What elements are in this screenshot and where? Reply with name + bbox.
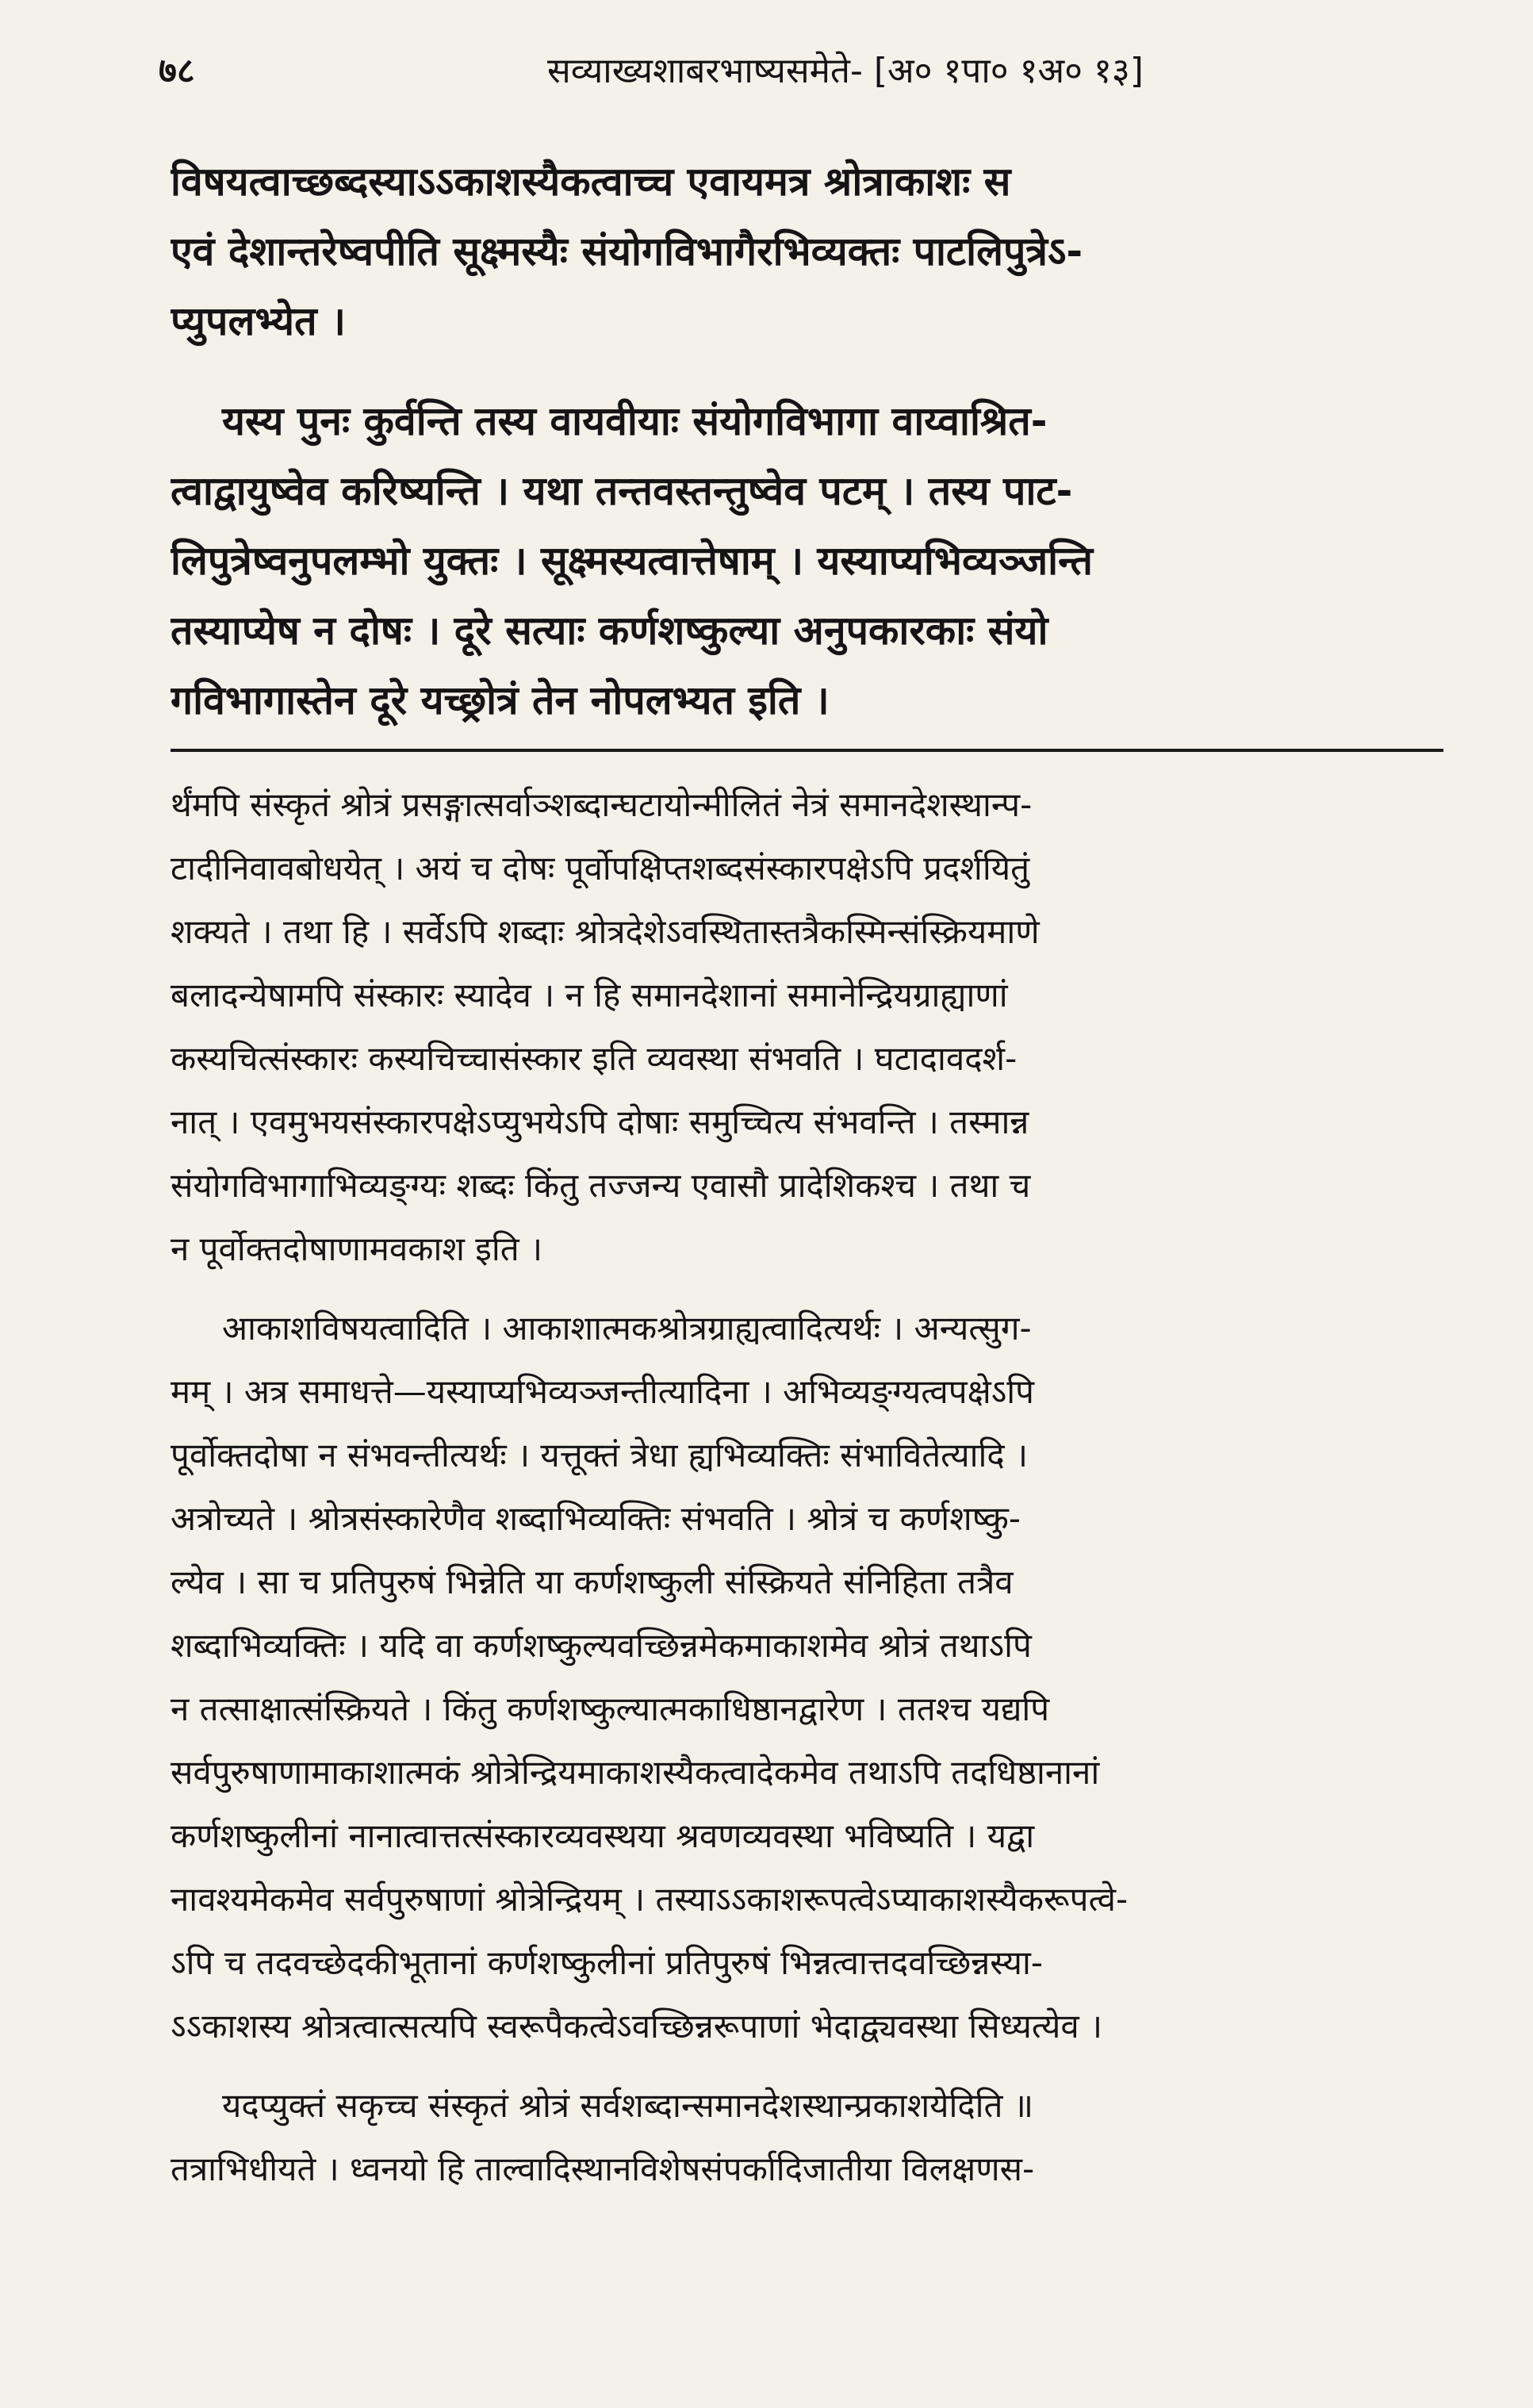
text-line: गविभागास्तेन दूरे यच्छ्रोत्रं तेन नोपलभ्यत इति । <box>171 677 830 723</box>
commentary-paragraph <box>171 2074 1447 2201</box>
text-line: लिपुत्रेष्वनुपलम्भो युक्तः । सूक्ष्मस्यत्वात्तेषाम् । यस्याप्यभिव्यञ्जन्ति <box>171 538 1094 584</box>
text-line: न पूर्वोक्तदोषाणामवकाश इति । <box>171 1229 542 1268</box>
text-line: पूर्वोक्तदोषा न संभवन्तीत्यर्थः । यत्तूक्तं त्रेधा ह्यभिव्यक्तिः संभावितेत्यादि । <box>171 1436 1028 1474</box>
page-number: ७८ <box>159 51 195 91</box>
text-line: टादीनिवावबोधयेत् । अयं च दोषः पूर्वोपक्षिप्तशब्दसंस्कारपक्षेऽपि प्रदर्शयितुं <box>171 849 1030 888</box>
text-line: तस्याप्येष न दोषः । दूरे सत्याः कर्णशष्कुल्या अनुपकारकाः संयो <box>171 608 1048 654</box>
text-line: मम् । अत्र समाधत्ते—यस्याप्यभिव्यञ्जन्तीत्यादिना । अभिव्यङ्ग्यत्वपक्षेऽपि <box>171 1372 1035 1411</box>
text-line: विषयत्वाच्छब्दस्याऽऽकाशस्यैकत्वाच्च एवायमत्र श्रोत्राकाशः स <box>171 159 1011 205</box>
commentary-text <box>171 773 1447 2201</box>
commentary-paragraph <box>171 773 1447 1281</box>
text-line: कर्णशष्कुलीनां नानात्वात्तत्संस्कारव्यवस्थया श्रवणव्यवस्था भविष्यति । यद्वा <box>171 1816 1035 1855</box>
running-head: सव्याख्यशाबरभाष्यसमेते- [अ० १पा० १अ० १३] <box>547 51 1144 91</box>
text-line: संयोगविभागाभिव्यङ्ग्यः शब्दः किंतु तज्जन्य एवासौ प्रादेशिकश्च । तथा च <box>171 1166 1031 1205</box>
text-line: न तत्साक्षात्संस्क्रियते । किंतु कर्णशष्कुल्यात्मकाधिष्ठानद्वारेण । ततश्च यद्यपि <box>171 1689 1050 1728</box>
text-line: तत्राभिधीयते । ध्वनयो हि ताल्वादिस्थानविशेषसंपर्कादिजातीया विलक्षणस- <box>171 2149 1035 2188</box>
text-line: ल्येव । सा च प्रतिपुरुषं भिन्नेति या कर्णशष्कुली संस्क्रियते संनिहिता तत्रैव <box>171 1563 1014 1601</box>
text-line: यस्य पुनः कुर्वन्ति तस्य वायवीयाः संयोगविभागा वाय्वाश्रित- <box>222 398 1048 444</box>
text-line: नावश्यमेकमेव सर्वपुरुषाणां श्रोत्रेन्द्रियम् । तस्याऽऽकाशरूपत्वेऽप्याकाशस्यैकरूपत्वे- <box>171 1880 1129 1919</box>
text-line: शब्दाभिव्यक्तिः । यदि वा कर्णशष्कुल्यवच्छिन्नमेकमाकाशमेव श्रोत्रं तथाऽपि <box>171 1626 1032 1665</box>
section-divider <box>171 749 1443 752</box>
text-line: बलादन्येषामपि संस्कारः स्यादेव । न हि समानदेशानां समानेन्द्रियग्राह्याणां <box>171 976 1008 1014</box>
text-line: कस्यचित्संस्कारः कस्यचिच्चासंस्कार इति व्यवस्था संभवति । घटादावदर्श- <box>171 1039 1018 1078</box>
text-line: ऽपि च तदवच्छेदकीभूतानां कर्णशष्कुलीनां प्रतिपुरुषं भिन्नत्वात्तदवच्छिन्नस्या- <box>171 1943 1043 1982</box>
bhashya-text <box>171 147 1447 735</box>
commentary-paragraph <box>171 1297 1447 2058</box>
text-line: सर्वपुरुषाणामाकाशात्मकं श्रोत्रेन्द्रियमाकाशस्यैकत्वादेकमेव तथाऽपि तदधिष्ठानानां <box>171 1753 1100 1792</box>
text-line: अत्रोच्यते । श्रोत्रसंस्कारेणैव शब्दाभिव्यक्तिः संभवति । श्रोत्रं च कर्णशष्कु- <box>171 1499 1021 1538</box>
text-line: प्युपलभ्येत । <box>171 298 347 344</box>
text-line: त्वाद्वायुष्वेव करिष्यन्ति । यथा तन्तवस्तन्तुष्वेव पटम् । तस्य पाट- <box>171 468 1073 514</box>
bhashya-paragraph <box>171 386 1447 735</box>
page-header <box>159 32 1443 111</box>
text-line: यदप्युक्तं सकृच्च संस्कृतं श्रोत्रं सर्वशब्दान्समानदेशस्थान्प्रकाशयेदिति ॥ <box>222 2086 1034 2125</box>
text-line: र्थंमपि संस्कृतं श्रोत्रं प्रसङ्गात्सर्वाञ्शब्दान्घटायोन्मीलितं नेत्रं समानदेशस्थान्प- <box>171 785 1033 824</box>
bhashya-paragraph <box>171 147 1447 356</box>
text-line: आकाशविषयत्वादिति । आकाशात्मकश्रोत्रग्राह्यत्वादित्यर्थः । अन्यत्सुग- <box>222 1309 1032 1348</box>
text-line: शक्यते । तथा हि । सर्वेऽपि शब्दाः श्रोत्रदेशेऽवस्थितास्तत्रैकस्मिन्संस्क्रियमाणे <box>171 912 1040 951</box>
text-line: एवं देशान्तरेष्वपीति सूक्ष्मस्यैः संयोगविभागैरभिव्यक्तः पाटलिपुत्रेऽ- <box>171 228 1083 274</box>
text-line: नात् । एवमुभयसंस्कारपक्षेऽप्युभयेऽपि दोषाः समुच्चित्य संभवन्ति । तस्मान्न <box>171 1102 1029 1141</box>
text-line: ऽऽकाशस्य श्रोत्रत्वात्सत्यपि स्वरूपैकत्वेऽवच्छिन्नरूपाणां भेदाद्व्यवस्था सिध्यत्येव । <box>171 2007 1103 2046</box>
